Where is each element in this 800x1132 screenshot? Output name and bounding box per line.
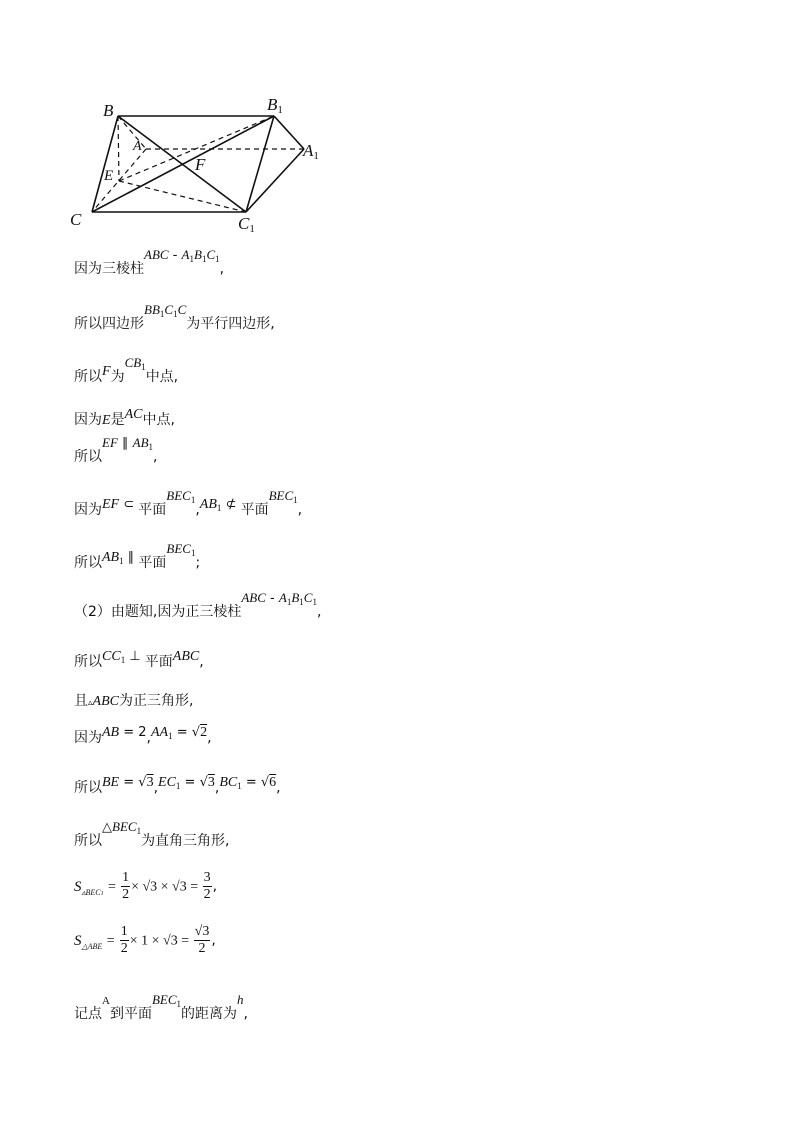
seg-BE xyxy=(118,116,119,181)
prism-figure xyxy=(60,92,340,242)
seg-EC1 xyxy=(119,181,246,212)
label-A1: $A_1$ xyxy=(303,141,319,162)
label-B: B xyxy=(103,101,114,120)
proof-line-7: 所以$AB_1$ ∥ 平面$BEC_1$; xyxy=(74,541,201,571)
math: ABC - $A_1B_1C_1$ xyxy=(144,247,220,264)
area-ABE-formula: $S_{\triangle ABE}$ = $\frac{1}{2}$ × 1 × √3 = $\frac{√3}{2}$ , xyxy=(74,924,216,956)
label-F: F xyxy=(195,155,206,174)
label-A: A xyxy=(133,139,142,154)
proof-line-11: 因为AB = $2,AA_1 = √2$, xyxy=(74,725,212,746)
proof-line-13: 所以$\triangle BEC_1$为直角三角形, xyxy=(74,819,230,849)
fraction-result: $\frac{√3}{2}$ xyxy=(194,924,210,956)
label-C1: $C_1$ xyxy=(238,214,255,235)
proof-line-6: 因为EF ⊂ 平面$BEC_1,AB_1$ ⊄ 平面$BEC_1$, xyxy=(74,488,303,518)
proof-line-16: 记点$^A$到平面$BEC_1$的距离为h, xyxy=(74,992,248,1022)
proof-line-10: 且▵ABC为正三角形, xyxy=(74,693,194,709)
fraction-result: $\frac{3}{2}$ xyxy=(203,870,211,902)
area-BEC1-formula: $S_{▵BEC1}$ = $\frac{1}{2}$ × √3 × √3 = $\frac{3}{2}$ , xyxy=(74,870,218,902)
proof-line-3: 所以F为$CB_1$中点, xyxy=(74,355,179,385)
label-E: E xyxy=(104,168,114,184)
edge-B1A1 xyxy=(274,116,304,149)
proof-line-4: 因为E是AC中点, xyxy=(74,407,175,428)
proof-line-5: 所以EF ∥ $AB_1$, xyxy=(74,435,158,465)
proof-line-12: 所以BE = $√3,EC_1 = √3,BC_1 = √6$, xyxy=(74,775,281,796)
proof-line-2: 所以四边形$BB_1C_1C$为平行四边形, xyxy=(74,302,275,332)
label-B1: $B_1$ xyxy=(267,95,283,116)
proof-line-1: 因为三棱柱ABC - $A_1B_1C_1$, xyxy=(74,247,225,277)
S-symbol: $S_{\triangle ABE}$ xyxy=(74,932,103,951)
proof-line-9: 所以$CC_1$ ⊥ 平面ABC, xyxy=(74,649,204,670)
proof-line-8: （2）由题知,因为正三棱柱ABC - $A_1B_1C_1$, xyxy=(74,590,322,620)
text: 因为三棱柱 xyxy=(74,261,144,277)
math: $BB_1C_1C$ xyxy=(144,302,187,319)
label-C: C xyxy=(70,210,82,229)
fraction-half: $\frac{1}{2}$ xyxy=(122,870,130,902)
fraction-half: $\frac{1}{2}$ xyxy=(120,924,128,956)
S-symbol: $S_{▵BEC1}$ xyxy=(74,878,104,897)
